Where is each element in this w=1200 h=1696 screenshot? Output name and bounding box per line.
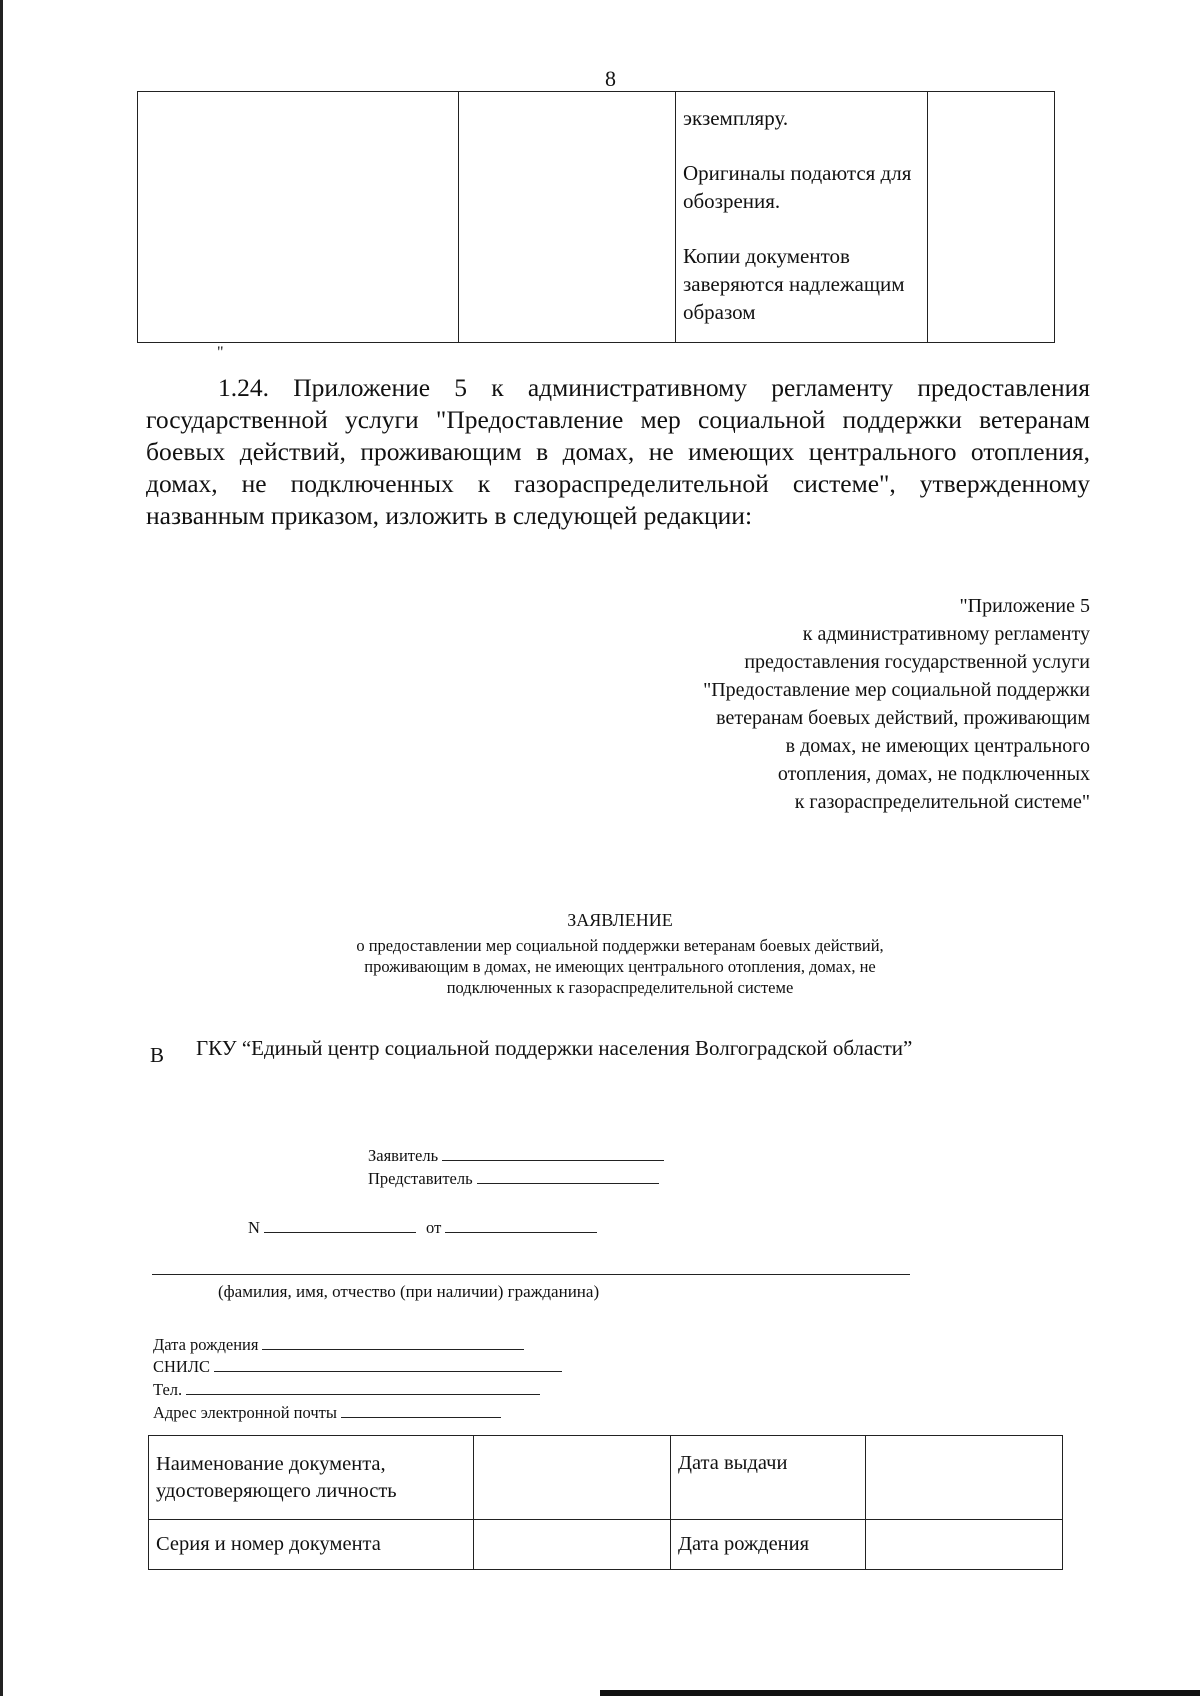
cell-paragraph: Оригиналы подаются для обозрения. xyxy=(683,161,912,213)
birth-date-label-cell: Дата рождения xyxy=(671,1520,866,1570)
appendix-line: в домах, не имеющих центрального xyxy=(785,735,1090,757)
birth-date-value-cell[interactable] xyxy=(866,1520,1063,1570)
scan-bottom-edge xyxy=(600,1690,1200,1696)
email-input-line[interactable] xyxy=(341,1403,501,1418)
date-input-line[interactable] xyxy=(445,1218,597,1233)
doc-series-label-cell: Серия и номер документа xyxy=(149,1520,474,1570)
table-cell-empty-1 xyxy=(138,92,459,343)
scan-left-edge xyxy=(0,0,3,1696)
appendix-header xyxy=(560,592,1090,816)
applicant-field xyxy=(368,1146,664,1166)
appendix-line: отопления, домах, не подключенных xyxy=(777,763,1090,785)
issue-date-label-cell: Дата выдачи xyxy=(671,1436,866,1520)
application-subtitle xyxy=(250,935,990,998)
amendment-paragraph: 1.24. Приложение 5 к административному регламенту предоставления государственной услуги "Предоставление мер социальной поддержки ветеранам боевых действий, проживающим в домах, не имеющих центрального отопления, домах, не подключенных к газораспределительной системе", утвержденному названным приказом, изложить в следующей редакции: xyxy=(146,373,1090,530)
continued-table xyxy=(137,91,1055,343)
table-cell-empty-2 xyxy=(459,92,676,343)
birth-date-input-line[interactable] xyxy=(262,1335,524,1350)
subtitle-line: о предоставлении мер социальной поддержки ветеранам боевых действий, xyxy=(356,936,884,955)
appendix-line: к газораспределительной системе" xyxy=(794,791,1090,813)
representative-label: Представитель xyxy=(368,1169,473,1188)
appendix-line: "Приложение 5 xyxy=(959,595,1090,617)
number-input-line[interactable] xyxy=(264,1218,416,1233)
doc-series-value-cell[interactable] xyxy=(474,1520,671,1570)
table-cell-empty-4 xyxy=(928,92,1055,343)
addressee-organization: ГКУ “Единый центр социальной поддержки населения Волгоградской области” xyxy=(196,1036,913,1060)
email-label: Адрес электронной почты xyxy=(153,1403,337,1422)
doc-name-label-cell: Наименование документа, удостоверяющего личность xyxy=(149,1436,474,1520)
representative-field xyxy=(368,1169,659,1189)
appendix-line: предоставления государственной услуги xyxy=(744,651,1090,673)
applicant-label: Заявитель xyxy=(368,1146,439,1165)
doc-name-value-cell[interactable] xyxy=(474,1436,671,1520)
number-label: N xyxy=(248,1218,260,1237)
snils-input-line[interactable] xyxy=(214,1357,562,1372)
subtitle-line: подключенных к газораспределительной системе xyxy=(446,978,794,997)
appendix-line: "Предоставление мер социальной поддержки xyxy=(703,679,1090,701)
applicant-input-line[interactable] xyxy=(442,1146,664,1161)
birth-date-field xyxy=(153,1335,524,1355)
appendix-line: к административному регламенту xyxy=(802,623,1090,645)
fio-caption: (фамилия, имя, отчество (при наличии) гражданина) xyxy=(218,1282,600,1301)
cell-paragraph: Копии документов заверяются надлежащим образом xyxy=(683,244,905,324)
phone-field xyxy=(153,1380,540,1400)
page-number: 8 xyxy=(605,66,616,91)
table-cell-notes xyxy=(676,92,928,343)
email-field xyxy=(153,1403,501,1423)
snils-label: СНИЛС xyxy=(153,1357,211,1376)
cell-paragraph: экземпляру. xyxy=(683,106,789,130)
issue-date-value-cell[interactable] xyxy=(866,1436,1063,1520)
number-date-field xyxy=(248,1218,597,1238)
birth-date-label: Дата рождения xyxy=(153,1335,259,1354)
application-title: ЗАЯВЛЕНИЕ xyxy=(567,910,673,930)
fio-input-line[interactable] xyxy=(152,1274,910,1275)
representative-input-line[interactable] xyxy=(477,1169,659,1184)
snils-field xyxy=(153,1357,562,1377)
subtitle-line: проживающим в домах, не имеющих центрального отопления, домах, не xyxy=(364,957,876,976)
phone-input-line[interactable] xyxy=(186,1380,540,1395)
closing-quote: " xyxy=(217,344,224,361)
addressee-prefix: В xyxy=(150,1043,165,1067)
from-label: от xyxy=(426,1218,442,1237)
appendix-line: ветеранам боевых действий, проживающим xyxy=(716,707,1090,729)
identity-document-table xyxy=(148,1435,1063,1570)
phone-label: Тел. xyxy=(153,1380,183,1399)
